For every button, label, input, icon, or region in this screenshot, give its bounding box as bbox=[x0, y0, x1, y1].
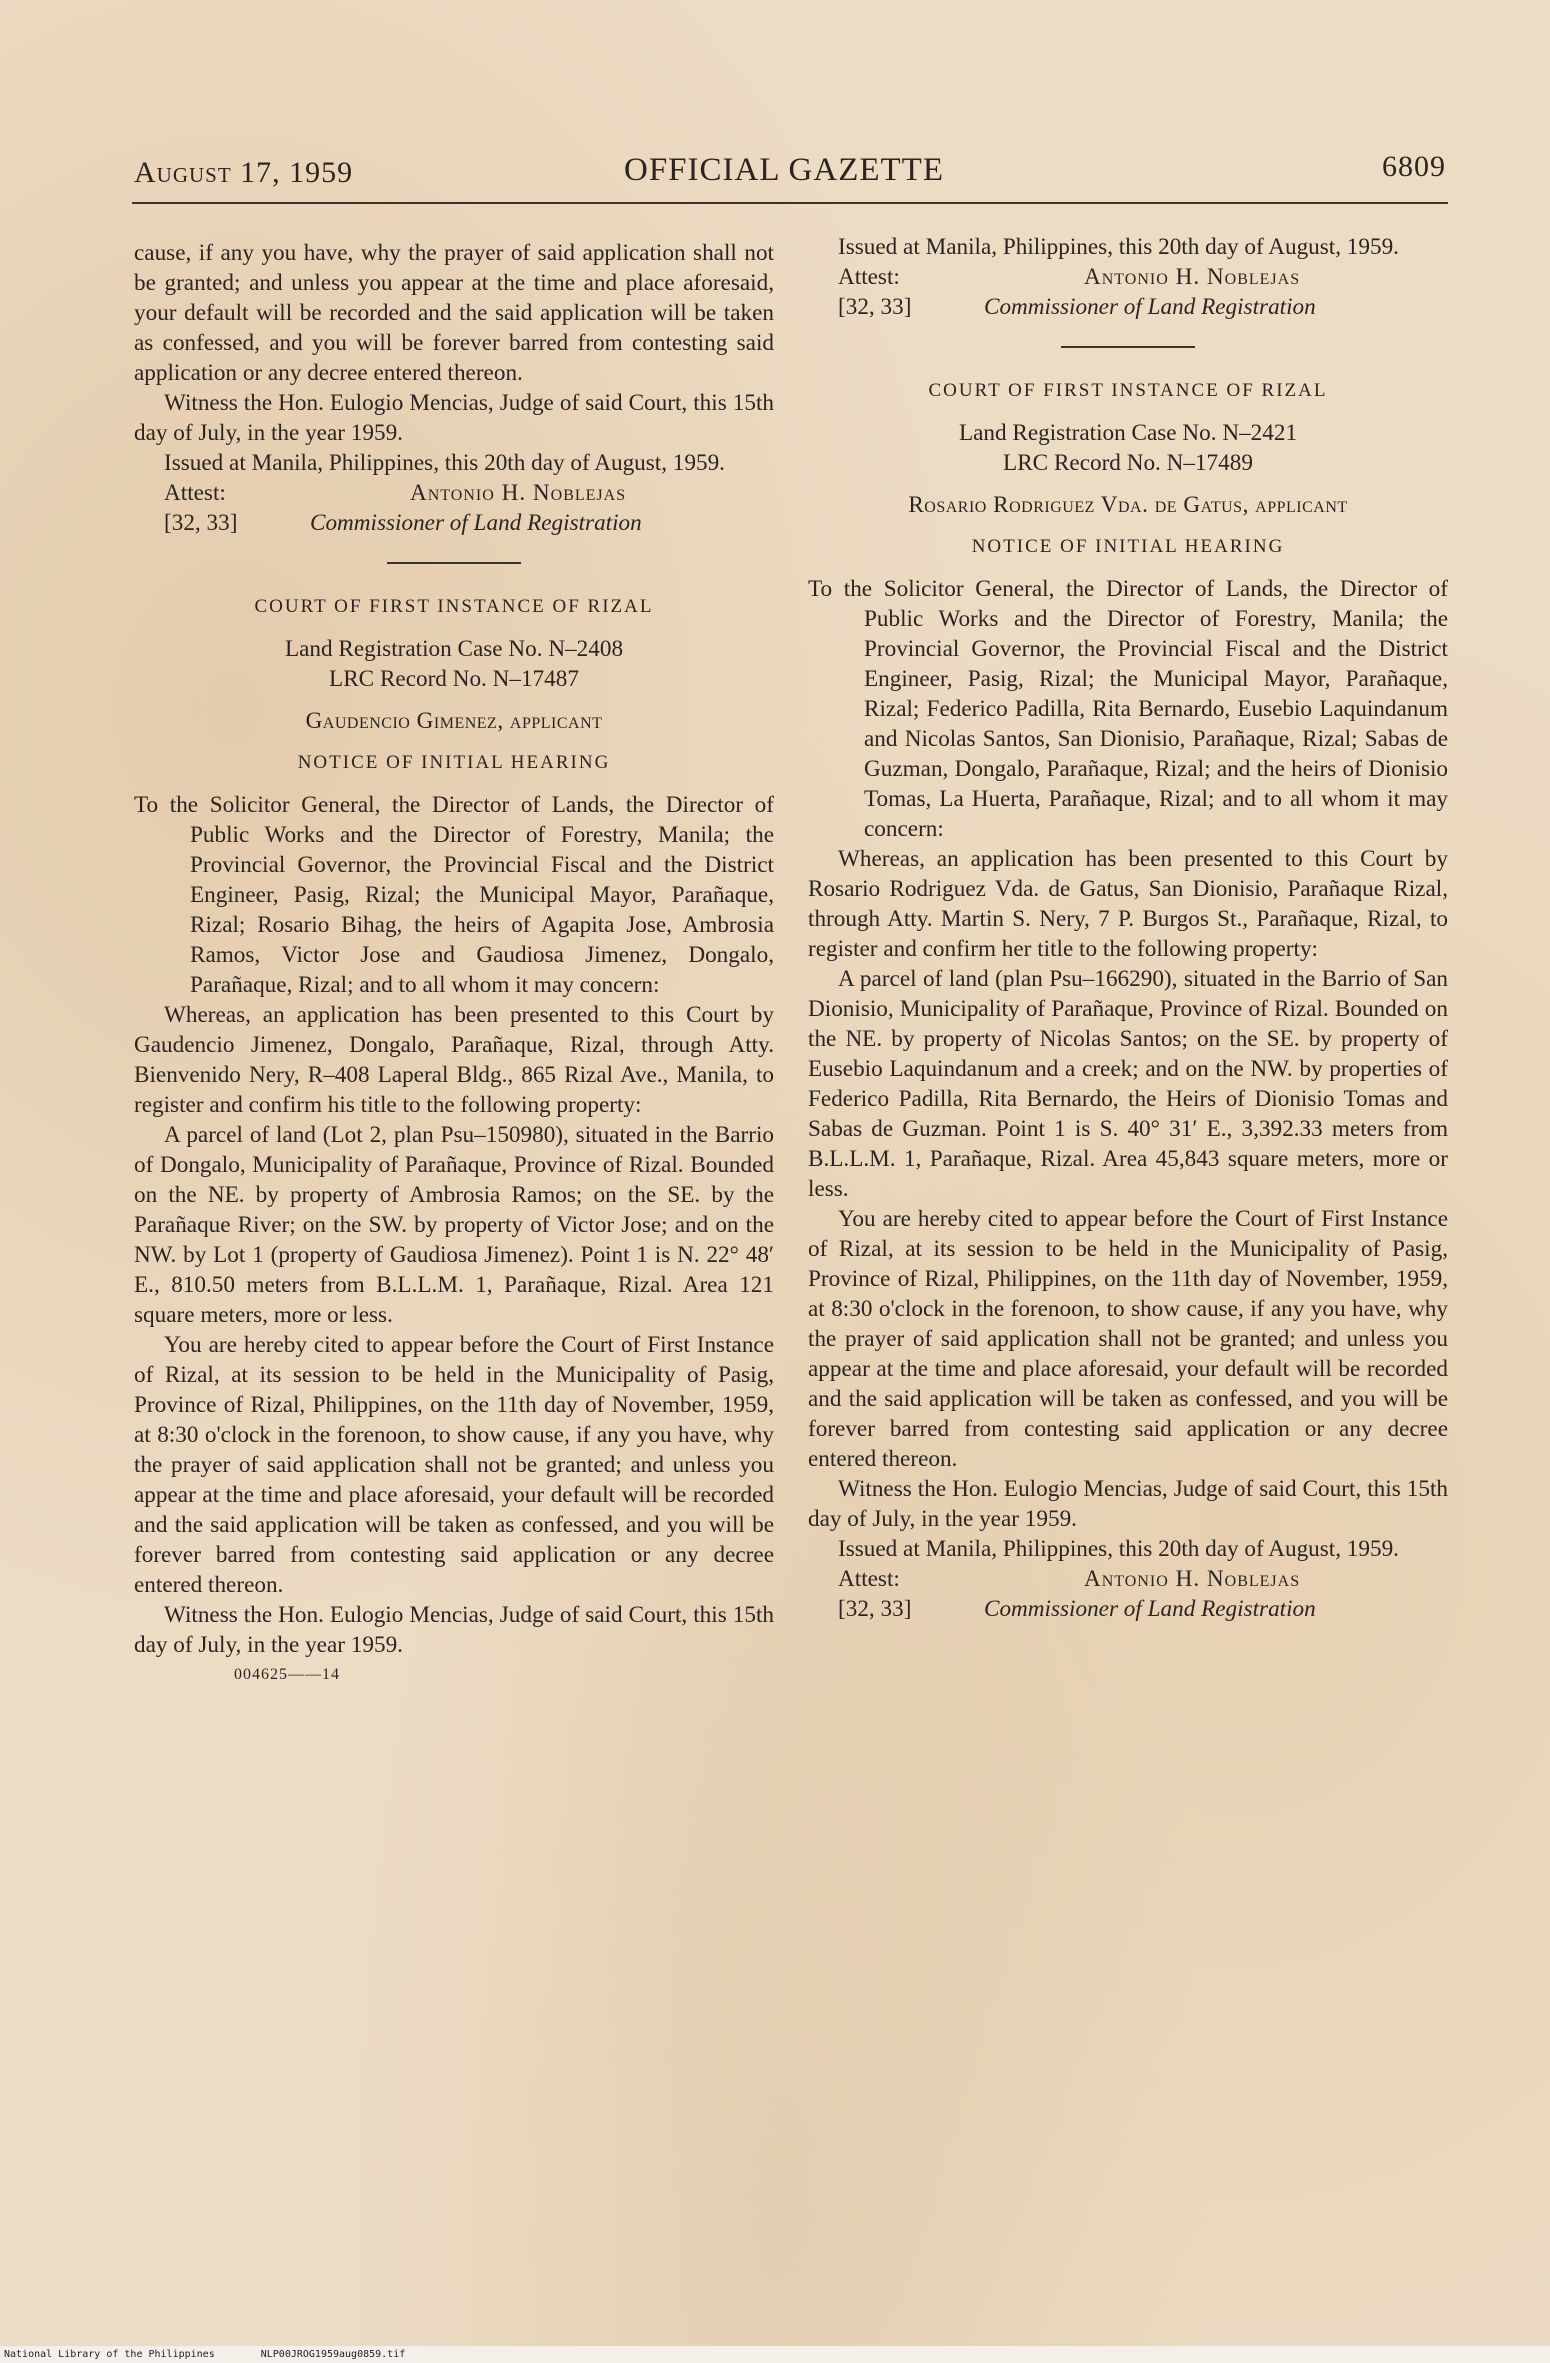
print-code: 004625——14 bbox=[234, 1666, 340, 1683]
attest-title: Commissioner of Land Registration bbox=[310, 510, 642, 536]
issued-paragraph-top: Issued at Manila, Philippines, this 20th day of August, 1959. bbox=[838, 234, 1399, 260]
whereas-paragraph: Whereas, an application has been presented to this Court by Rosario Rodriguez Vda. de Gatus, San Dionisio, Parañaque Rizal, through Atty. Martin S. Nery, 7 P. Burgos St., Parañaque, Rizal, to register and confirm her title to the following property: bbox=[808, 846, 1448, 962]
attest-title: Commissioner of Land Registration bbox=[984, 1596, 1316, 1622]
whereas-paragraph: Whereas, an application has been presented to this Court by Gaudencio Jimenez, Dongalo, Parañaque, Rizal, through Atty. Bienvenido Nery, R–408 Laperal Bldg., 865 Rizal Ave., Manila, to register and confirm his title to the following property: bbox=[134, 1002, 774, 1118]
notice-heading: NOTICE OF INITIAL HEARING bbox=[297, 752, 611, 773]
imprint-file: NLP00JROG1959aug0859.tif bbox=[260, 2349, 406, 2360]
attestation-block-bottom bbox=[808, 1564, 1448, 1624]
right-column bbox=[808, 232, 1448, 1624]
case-number: Land Registration Case No. N–2408 bbox=[284, 636, 624, 662]
witness-paragraph: Witness the Hon. Eulogio Mencias, Judge of said Court, this 15th day of July, in the year 1959. bbox=[134, 390, 774, 446]
attest-label: Attest: bbox=[838, 1566, 900, 1592]
header-rule bbox=[132, 202, 1448, 204]
cited-paragraph: You are hereby cited to appear before the Court of First Instance of Rizal, at its session to be held in the Municipality of Pasig, Province of Rizal, Philippines, on the 11th day of November, 1959, at 8:30 o'clock in the forenoon, to show cause, if any you have, why the prayer of said application shall not be granted; and unless you appear at the time and place aforesaid, your default will be recorded and the said application will be taken as confessed, and you will be forever barred from contesting said application or any decree entered thereon. bbox=[808, 1206, 1448, 1472]
scan-imprint bbox=[0, 2346, 1550, 2363]
attestation-block-top bbox=[808, 262, 1448, 322]
notice-heading: NOTICE OF INITIAL HEARING bbox=[971, 536, 1285, 557]
parcel-paragraph: A parcel of land (Lot 2, plan Psu–150980), situated in the Barrio of Dongalo, Municipality of Parañaque, Province of Rizal. Bounded on the NE. by property of Ambrosia Ramos; on the SE. by the Parañaque River; on the SW. by property of Victor Jose; and on the NW. by Lot 1 (property of Gaudiosa Jimenez). Point 1 is N. 22° 48′ E., 810.50 meters from B.L.L.M. 1, Parañaque, Rizal. Area 121 square meters, more or less. bbox=[134, 1122, 774, 1328]
continued-paragraph: cause, if any you have, why the prayer of said application shall not be granted; and unless you appear at the time and place aforesaid, your default will be recorded and the said application will be taken as confessed, and you will be forever barred from contesting said application or any decree entered thereon. bbox=[134, 240, 774, 386]
attest-name: Antonio H. Noblejas bbox=[410, 480, 627, 506]
section-divider bbox=[1061, 346, 1195, 348]
section-divider bbox=[387, 562, 521, 564]
header-date: August 17, 1959 bbox=[134, 156, 354, 189]
witness-paragraph-2: Witness the Hon. Eulogio Mencias, Judge of said Court, this 15th day of July, in the year 1959. bbox=[134, 1602, 774, 1658]
parcel-paragraph: A parcel of land (plan Psu–166290), situated in the Barrio of San Dionisio, Municipality of Parañaque, Province of Rizal. Bounded on the NE. by property of Nicolas Santos; on the SE. by property of Eusebio Laquindanum and a creek; and on the NW. by properties of Federico Padilla, Rita Bernardo, the Heirs of Dionisio Tomas and Sabas de Guzman. Point 1 is S. 40° 31′ E., 3,392.33 meters from B.L.L.M. 1, Parañaque, Rizal. Area 45,843 square meters, more or less. bbox=[808, 966, 1448, 1202]
applicant-name: Rosario Rodriguez Vda. de Gatus, applicant bbox=[908, 492, 1348, 518]
attest-name: Antonio H. Noblejas bbox=[1084, 1566, 1301, 1592]
imprint-library: National Library of the Philippines bbox=[4, 2349, 215, 2360]
page-number: 6809 bbox=[1382, 150, 1446, 183]
issued-paragraph-bottom: Issued at Manila, Philippines, this 20th day of August, 1959. bbox=[838, 1536, 1399, 1562]
page-header bbox=[134, 150, 1446, 200]
lrc-record: LRC Record No. N–17489 bbox=[1003, 450, 1253, 476]
attest-ref: [32, 33] bbox=[838, 1596, 912, 1622]
attest-title: Commissioner of Land Registration bbox=[984, 294, 1316, 320]
court-heading: COURT OF FIRST INSTANCE OF RIZAL bbox=[254, 596, 654, 617]
attest-name: Antonio H. Noblejas bbox=[1084, 264, 1301, 290]
witness-paragraph: Witness the Hon. Eulogio Mencias, Judge of said Court, this 15th day of July, in the year 1959. bbox=[808, 1476, 1448, 1532]
addressees-paragraph: To the Solicitor General, the Director of Lands, the Director of Public Works and the Director of Forestry, Manila; the Provincial Governor, the Provincial Fiscal and the District Engineer, Pasig, Rizal; the Municipal Mayor, Parañaque, Rizal; Rosario Bihag, the heirs of Agapita Jose, Ambrosia Ramos, Victor Jose and Gaudiosa Jimenez, Dongalo, Parañaque, Rizal; and to all whom it may concern: bbox=[134, 792, 774, 998]
left-column bbox=[134, 238, 774, 1690]
attestation-block bbox=[134, 478, 774, 538]
publication-title: OFFICIAL GAZETTE bbox=[624, 152, 944, 188]
attest-ref: [32, 33] bbox=[838, 294, 912, 320]
issued-paragraph: Issued at Manila, Philippines, this 20th day of August, 1959. bbox=[164, 450, 725, 476]
case-number: Land Registration Case No. N–2421 bbox=[958, 420, 1298, 446]
attest-ref: [32, 33] bbox=[164, 510, 238, 536]
attest-label: Attest: bbox=[838, 264, 900, 290]
attest-label: Attest: bbox=[164, 480, 226, 506]
cited-paragraph: You are hereby cited to appear before the Court of First Instance of Rizal, at its session to be held in the Municipality of Pasig, Province of Rizal, Philippines, on the 11th day of November, 1959, at 8:30 o'clock in the forenoon, to show cause, if any you have, why the prayer of said application shall not be granted; and unless you appear at the time and place aforesaid, your default will be recorded and the said application will be taken as confessed, and you will be forever barred from contesting said application or any decree entered thereon. bbox=[134, 1332, 774, 1598]
addressees-paragraph: To the Solicitor General, the Director of Lands, the Director of Public Works and the Director of Forestry, Manila; the Provincial Governor, the Provincial Fiscal and the District Engineer, Pasig, Rizal; the Municipal Mayor, Parañaque, Rizal; Federico Padilla, Rita Bernardo, Eusebio Laquindanum and Nicolas Santos, San Dionisio, Parañaque, Rizal; Sabas de Guzman, Dongalo, Parañaque, Rizal; and the heirs of Dionisio Tomas, La Huerta, Parañaque, Rizal; and to all whom it may concern: bbox=[808, 576, 1448, 842]
lrc-record: LRC Record No. N–17487 bbox=[329, 666, 579, 692]
applicant-name: Gaudencio Gimenez, applicant bbox=[305, 708, 603, 734]
court-heading: COURT OF FIRST INSTANCE OF RIZAL bbox=[928, 380, 1328, 401]
